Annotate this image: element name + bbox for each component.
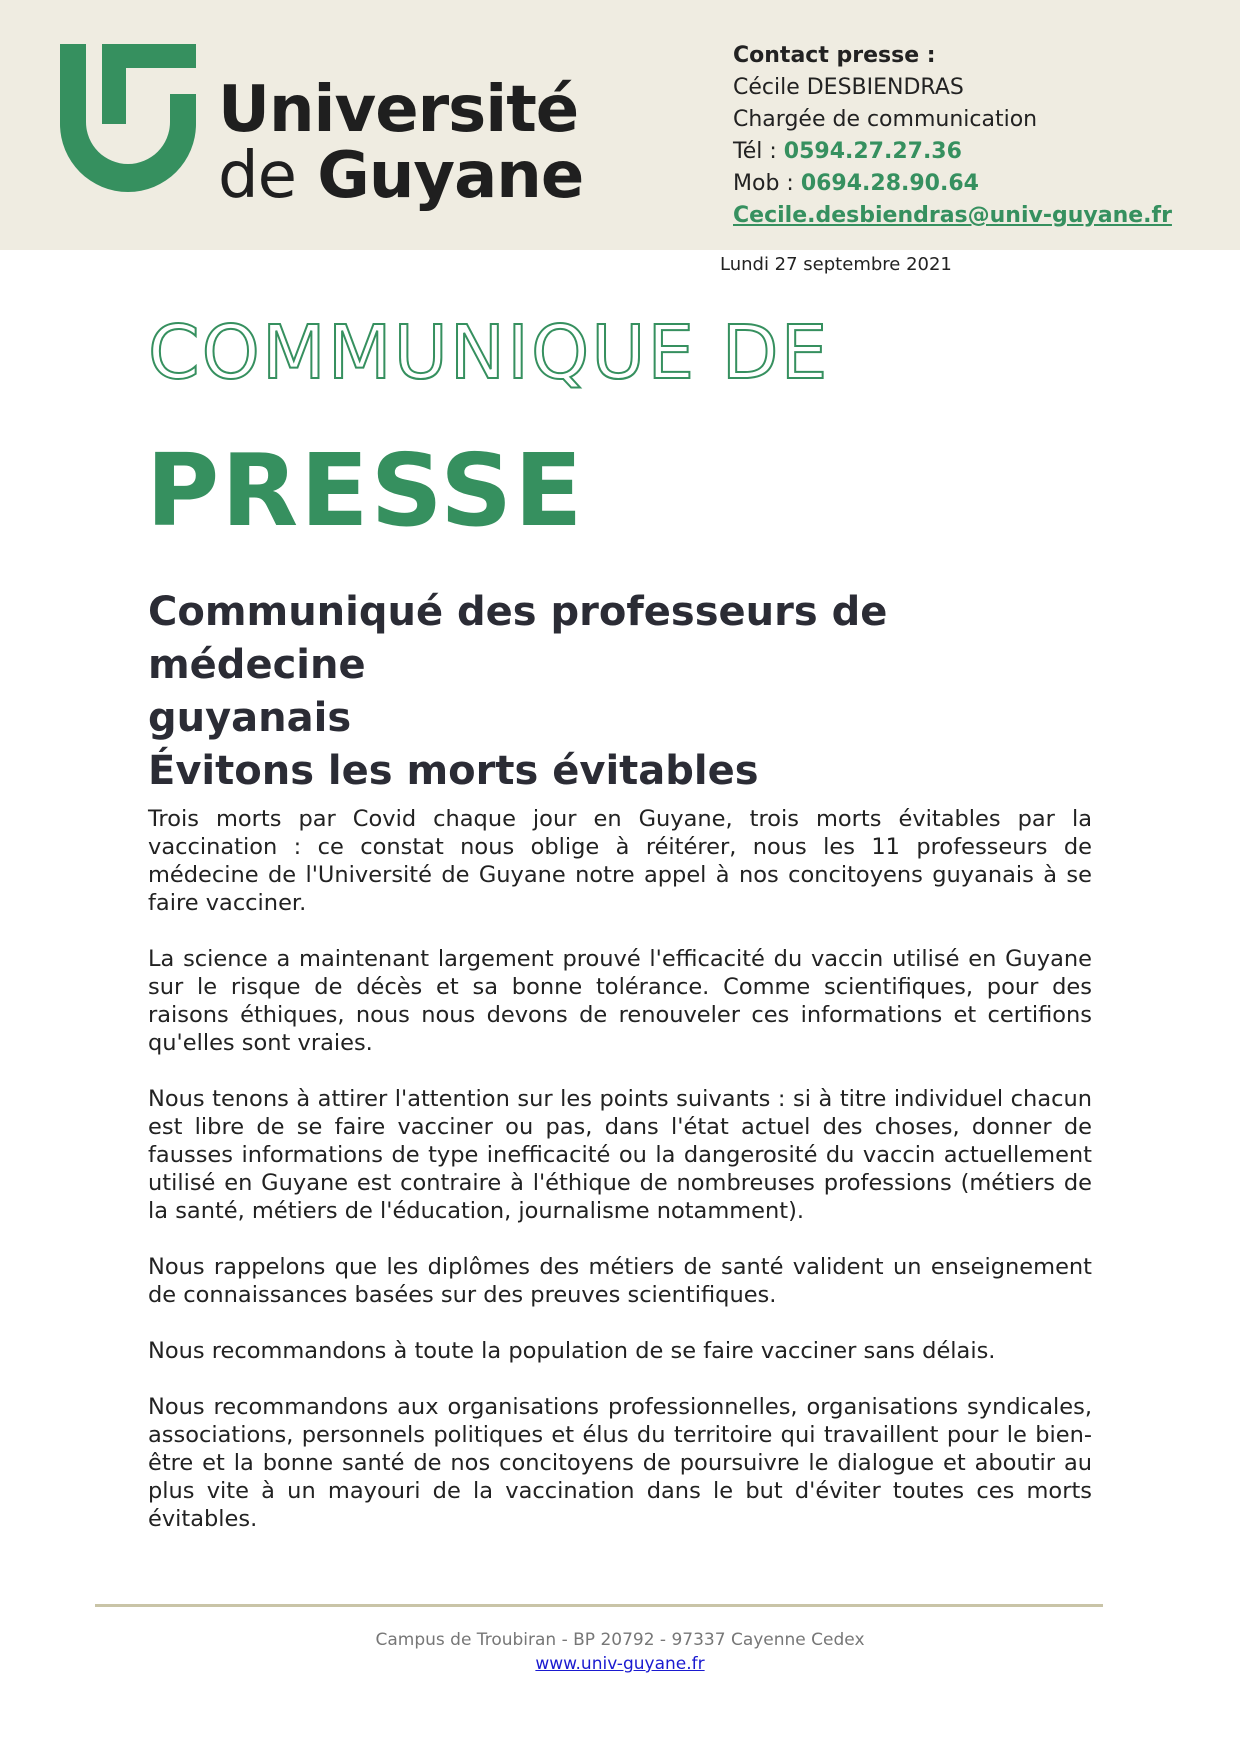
headline-line2: guyanais bbox=[148, 695, 352, 741]
phone-number: 0594.27.27.36 bbox=[783, 139, 962, 164]
press-contact bbox=[733, 40, 1172, 232]
footer-address: Campus de Troubiran - BP 20792 - 97337 Cayenne Cedex bbox=[375, 1630, 865, 1650]
mobile-number: 0694.28.90.64 bbox=[800, 171, 979, 196]
footer bbox=[0, 1628, 1240, 1676]
university-name-line2: de Guyane bbox=[218, 139, 584, 213]
footer-divider bbox=[95, 1604, 1103, 1607]
paragraph: La science a maintenant largement prouvé l'efficacité du vaccin utilisé en Guyane sur le risque de décès et sa bonne tolérance. Comme scientifiques, pour des raisons éthiques, nous nous devons de renouveler ces informations et certifions qu'elles sont vraies. bbox=[148, 946, 1092, 1056]
doc-type-line2: PRESSE bbox=[146, 432, 585, 549]
contact-email-link[interactable]: Cecile.desbiendras@univ-guyane.fr bbox=[733, 203, 1172, 228]
contact-mobile: Mob : 0694.28.90.64 bbox=[733, 171, 979, 196]
contact-name: Cécile DESBIENDRAS bbox=[733, 75, 964, 100]
header-band bbox=[0, 0, 1240, 250]
university-logo-icon bbox=[58, 42, 198, 196]
paragraph: Trois morts par Covid chaque jour en Guyane, trois morts évitables par la vaccination : ce constat nous oblige à réitérer, nous les 11 professeurs de médecine de l'Université de Guyane notre appel à nos concitoyens guyanais à se faire vacciner. bbox=[148, 806, 1092, 916]
doc-type-line1: COMMUNIQUE DE bbox=[148, 310, 830, 396]
university-name-line1: Université bbox=[218, 73, 579, 147]
headline-line1: Communiqué des professeurs de médecine bbox=[148, 589, 888, 688]
headline-line3: Évitons les morts évitables bbox=[148, 748, 759, 794]
footer-website-link[interactable]: www.univ-guyane.fr bbox=[535, 1654, 705, 1674]
paragraph: Nous rappelons que les diplômes des métiers de santé valident un enseignement de connaissances basées sur des preuves scientifiques. bbox=[148, 1254, 1092, 1308]
contact-title: Contact presse : bbox=[733, 43, 936, 68]
contact-role: Chargée de communication bbox=[733, 107, 1038, 132]
contact-phone: Tél : 0594.27.27.36 bbox=[733, 139, 962, 164]
university-name bbox=[218, 73, 584, 213]
document-date: Lundi 27 septembre 2021 bbox=[720, 254, 952, 275]
paragraph: Nous recommandons à toute la population de se faire vacciner sans délais. bbox=[148, 1338, 996, 1364]
body-text bbox=[148, 805, 1092, 1561]
paragraph: Nous recommandons aux organisations professionnelles, organisations syndicales, associations, personnels politiques et élus du territoire qui travaillent pour le bien-être et la bonne santé de nos concitoyens de poursuivre le dialogue et aboutir au plus vite à un mayouri de la vaccination dans le but d'éviter toutes ces morts évitables. bbox=[148, 1394, 1092, 1532]
headline bbox=[148, 586, 1098, 798]
paragraph: Nous tenons à attirer l'attention sur les points suivants : si à titre individuel chacun est libre de se faire vacciner ou pas, dans l'état actuel des choses, donner de fausses informations de type inefficacité ou la dangerosité du vaccin actuellement utilisé en Guyane est contraire à l'éthique de nombreuses professions (métiers de la santé, métiers de l'éducation, journalisme notamment). bbox=[148, 1086, 1092, 1224]
